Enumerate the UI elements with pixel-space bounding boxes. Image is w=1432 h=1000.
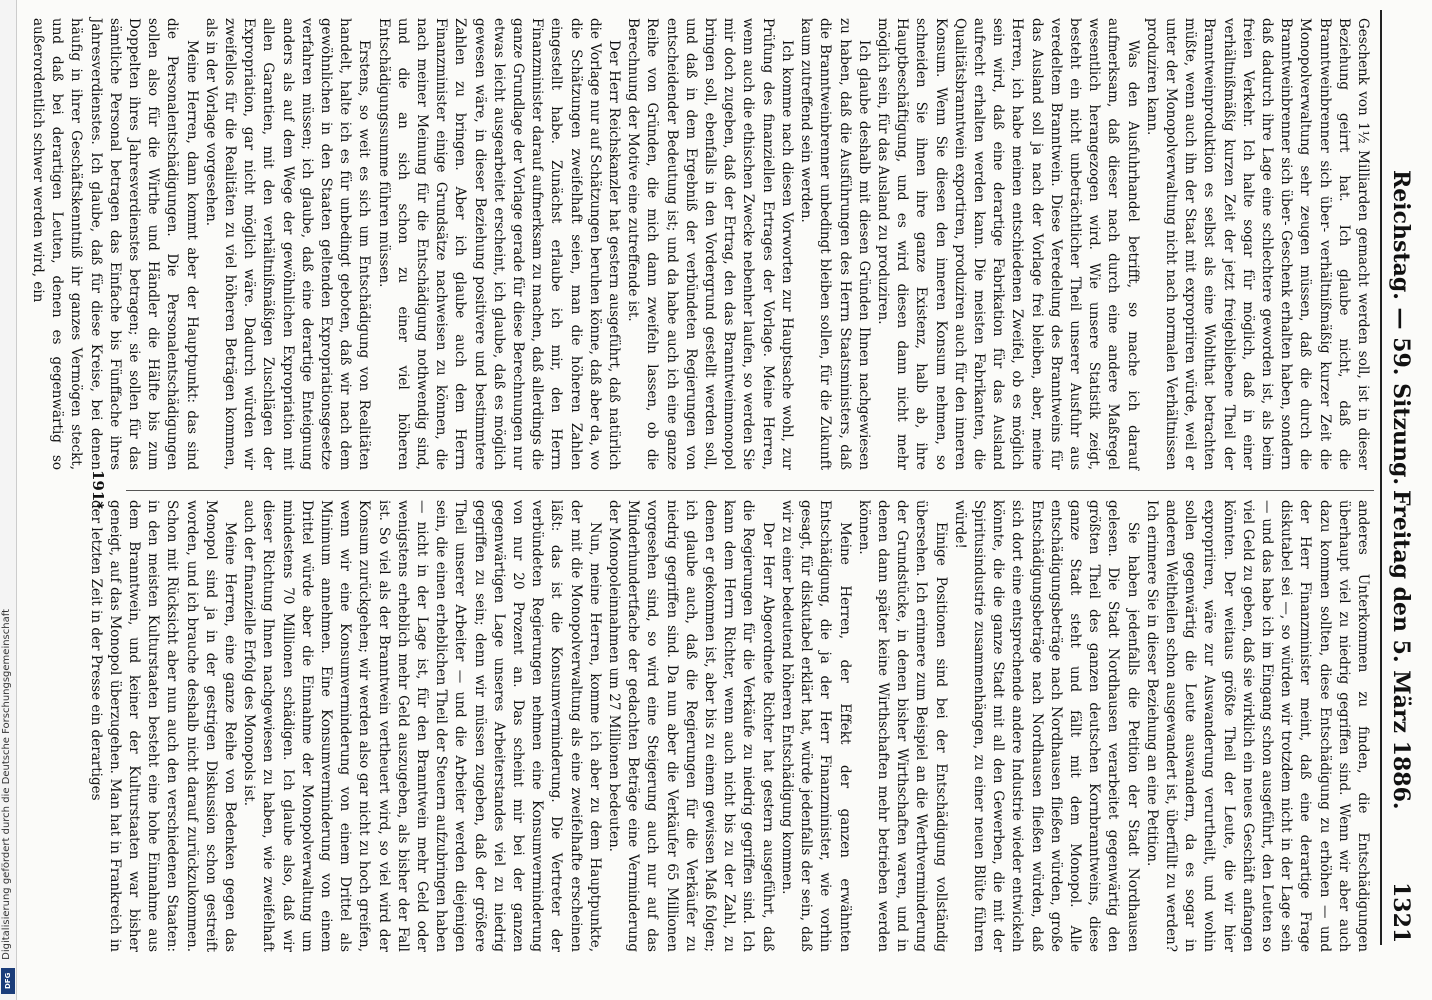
digitization-credit: Digitalisierung gefördert durch die Deutsche Forschungsgemeinschaft <box>1 609 12 960</box>
paragraph: Ich komme nach diesen Vorworten zur Hauptsache wohl, zur Prüfung des finanziellen Ertrages der Vorlage. Meine Herren, wenn auch die ethischen Zwecke nebenher laufen, so werden Sie mir doch zugeben, daß der Ertrag, den das Branntweinmonopol bringen soll, ebenfalls in den Vordergrund gestellt werden soll, und daß in dem Ergebniß der verbündeten Regierungen von entscheidender Bedeutung ist; und da habe auch ich eine ganze Reihe von Gründen, die mich dann zweifeln lassen, ob die Berechnung der Motive eine zutreffende ist. <box>625 18 795 470</box>
page-number: 1321 <box>1388 882 1414 944</box>
paragraph: Erstens, so weit es sich um Entschädigung von Realitäten handelt, halte ich es für unbedingt geboten, daß wir nach dem gewöhnlichen in den Staaten geltenden Expropriationsgesetze verfahren müssen; ich glaube, daß eine derartige Enteignung anders als auf dem Wege der gewöhnlichen Expropriation mit allen Garantien, mit den verhältnißmäßigen Zuschlägen der Expropriation, gar nicht möglich wäre. Dadurch würden wir zweifellos für die Realitäten zu viel höheren Beträgen kommen, als in der Vorlage vorgesehen. <box>202 18 373 470</box>
paragraph: anderes Unterkommen zu finden, die Entschädigungen überhaupt viel zu niedrig gegriffen sind. Wenn wir aber auch dazu kommen sollten, diese Entschädigung zu erhöhen — und der Herr Finanzminister meint, daß eine derartige Frage diskutabel sei —, so würden wir trotzdem nicht in der Lage sein — und das habe ich im Eingang schon ausgeführt, den Leuten so viel Geld zu geben, daß sie wirklich ein neues Geschäft anfangen könnten. Der weitaus größte Theil der Leute, die wir hier expropriiren, wäre zur Auswanderung verurtheilt, und wohin sollen gegenwärtig die Leute auswandern, da es sogar in anderen Weltheilen schon ausgewandert ist, überfüllt zu werden? Ich erinnere Sie in dieser Beziehung an eine Petition. <box>1143 500 1371 952</box>
paragraph: Was den Ausfuhrhandel betrifft, so mache ich darauf aufmerksam, daß dieser nach durch eine andere Maßregel wesentlich herangezogen wird. Wie unsere Statistik zeigt, besteht ein nicht unbeträchtlicher Theil unserer Ausfuhr aus veredeltem Branntwein. Diese Veredelung des Branntweins für das Ausland soll ja nach der Vorlage frei bleiben, aber, meine Herren, ich habe meinen entschiedenen Zweifel, ob es möglich sein wird, daß eine derartige Fabrikation für das Ausland aufrecht erhalten werden kann. Die meisten Fabrikanten, die Qualitätsbranntwein exportiren, produziren auch für den inneren Konsum. Wenn Sie diesen den inneren Konsum nehmen, so schneiden Sie ihnen ihre ganze Existenz, halb ab, ihre Hauptbeschäftigung, und es wird diesen dann nicht mehr möglich sein, für das Ausland zu produziren. <box>874 18 1141 470</box>
column-divider <box>126 490 1374 491</box>
header-rule <box>1380 10 1382 945</box>
right-column <box>87 500 1372 952</box>
dfg-logo-icon: DFG <box>1 968 15 994</box>
digitization-banner <box>0 0 17 1000</box>
paragraph: Der Herr Reichskanzler hat gestern ausgeführt, daß natürlich die Vorlage nur auf Schätzungen beruhen könne, daß aber da, wo die Schätzungen zweifelhaft seien, man die höheren Zahlen eingestellt habe. Zunächst erlaube ich mir, den Herrn Finanzminister darauf aufmerksam zu machen, daß allerdings die ganze Grundlage der Vorlage gerade für diese Berechnungen nur etwas leicht ausgearbeitet erscheint, ich glaube, daß es möglich gewesen wäre, in dieser Beziehung positivere und bestimmtere Zahlen zu bringen. Aber ich glaube auch dem Herrn Finanzminister einige Grundsätze nachweisen zu können, die nach meiner Meinung für die Entschädigung nothwendig sind, und die an sich schon zu einer viel höheren Entschädigungssumme führen müssen. <box>375 18 623 470</box>
page-header <box>1380 20 1414 950</box>
paragraph: Geschenk von 1½ Milliarden gemacht werden soll, ist in dieser Beziehung geirrt hat. Ich glaube nicht, daß die Branntweinbrenner sich über- verhältnißmäßig kurzer Zeit die Monopolverwaltung sehr zeugen müssen, daß die durch die Branntweinbrenner sich über- Geschenk erhalten haben, sondern daß dadurch ihre Lage eine schlechtere geworden ist, als beim freien Verkehr. Ich halte sogar für möglich, daß in einer verhältnißmäßig kurzen Zeit der jetzt freigebliebene Theil der Branntweinproduktion es selbst als eine Wohlthat betrachten müßte, wenn auch ihn der Staat mit expropriiren würde, weil er unter der Monopolverwaltung nicht nach normalen Verhältnissen produziren kann. <box>1143 18 1371 470</box>
paragraph: Nun, meine Herren, komme ich aber zu dem Hauptpunkte, der mit die Monopolverwaltung als eine zweifelhafte erscheinen läßt: das ist die Konsumverminderung. Die Vertreter der verbündeten Regierungen nehmen eine Konsumverminderung von nur 20 Prozent an. Das scheint mir bei der ganzen gegenwärtigen Lage unseres Arbeiterstandes viel zu niedrig gegriffen zu sein; denn wir müssen zugeben, daß der größere Theil unserer Arbeiter — und die Arbeiter werden diejenigen sein, die einen erheblichen Theil der Steuern aufzubringen haben — nicht in der Lage ist, für den Branntwein mehr Geld oder wenigstens erheblich mehr Geld auszugeben, als bisher der Fall ist. So viel als der Branntwein vertheuert wird, so viel wird der Konsum zurückgehen; wir werden also gar nicht zu hoch greifen, wenn wir eine Konsumverminderung von einem Drittel als Minimum annehmen. Eine Konsumverminderung von einem Drittel würde aber die Einnahme der Monopolverwaltung um mindestens 70 Millionen schädigen. Ich glaube also, daß wir dieser Richtung Ihnen nachgewiesen zu haben, wie zweifelhaft auch der finanzielle Erfolg des Monopols ist. <box>241 500 603 952</box>
paragraph: Einige Positionen sind bei der Entschädigung vollständig übersehen. Ich erinnere zum Beispiel an die Werthverminderung der Grundstücke, in denen bisher Wirthschaften waren, und in denen dann später keine Wirthschaften mehr betrieben werden können. <box>855 500 949 952</box>
paragraph: Meine Herren, der Effekt der ganzen erwähnten Entschädigung, die ja der Herr Finanzminister, wie vorhin gesagt, für diskutabel erklärt hat, würde jedenfalls der sein, daß wir zu einer bedeutend höheren Entschädigung kommen. <box>778 500 853 952</box>
paragraph: Meine Herren, dann kommt aber der Hauptpunkt: das sind die Personalentschädigungen. Die Personalentschädigungen sollen also für die Wirthe und Händler die Hälfte bis zum Doppelten ihres Jahresverdienstes betragen; sie sollen für das sämtliche Personal betragen das Einfache bis Fünffache ihres Jahresverdienstes. Ich glaube, daß für diese Kreise, bei denen häufig in ihrer Geschäftskenntniß ihr ganzes Vermögen steckt, und daß bei derartigen Leuten, denen es gegenwärtig so außerordentlich schwer werden wird, ein <box>29 18 200 470</box>
signature-mark: 191* <box>89 470 107 510</box>
paragraph: Meine Herren, eine ganze Reihe von Bedenken gegen das Monopol sind ja in der gestrigen Diskussion schon gestreift worden, und ich brauche deshalb nicht darauf zurückzukommen. Schon mit Rücksicht aber nun auch den verschiedenen Staaten: in den meisten Kulturstaaten besteht eine hohe Einnahme aus dem Branntwein, und keiner der Kulturstaaten war bisher geneigt, auf das Monopol überzugehen. Man hat in Frankreich in der letzten Zeit in der Presse ein derartiges <box>87 500 239 952</box>
paragraph: Sie haben jedenfalls die Petition der Stadt Nordhausen gelesen. Die Stadt Nordhausen verarbeitet gegenwärtig den größten Theil des ganzen deutschen Kornbranntweins, diese ganze Stadt steht und fällt mit dem Monopol. Alle entschädigungsbeträge nach Nordhausen fließen würden, große Entschädigungsbeträge nach Nordhausen fließen würden, daß sich dort eine entsprechende andere Industrie wieder entwickeln könnte, die die ganze Stadt mit all den Gewerben, die mit der Spiritusindustrie zusammenhängen, zu einer neuen Blüte führen würde! <box>951 500 1141 952</box>
left-column <box>29 18 1372 470</box>
paragraph: Ich glaube deshalb mit diesen Gründen Ihnen nachgewiesen zu haben, daß die Ausführungen des Herrn Staatsministers, daß die Branntweinbrenner unbedingt bleiben sollen, für die Zukunft kaum zutreffend sein werden. <box>798 18 872 470</box>
header-right-title: Freitag den 5. März 1886. <box>1388 490 1414 810</box>
header-left-title: Reichstag. — 59. Sitzung. <box>1388 170 1414 486</box>
paragraph: Der Herr Abgeordnete Richter hat gestern ausgeführt, daß die Regierungen für die Verkäufe zu niedrig gegriffen sind. Ich kann dem Herrn Richter, wenn auch nicht bis zu der Zahl, zu denen er gekommen ist, aber bis zu einem gewissen Maß folgen; ich glaube auch, daß die Regierungen für die Verkäufer zu niedrig gegriffen sind. Da nun aber die Verkäufer 65 Millionen vorgesehen sind, so wird eine Steigerung auch nur auf das Minderhundertfache der gedachten Beträge eine Verminderung der Monopoleinnahmen um 27 Millionen bedeuten. <box>606 500 776 952</box>
